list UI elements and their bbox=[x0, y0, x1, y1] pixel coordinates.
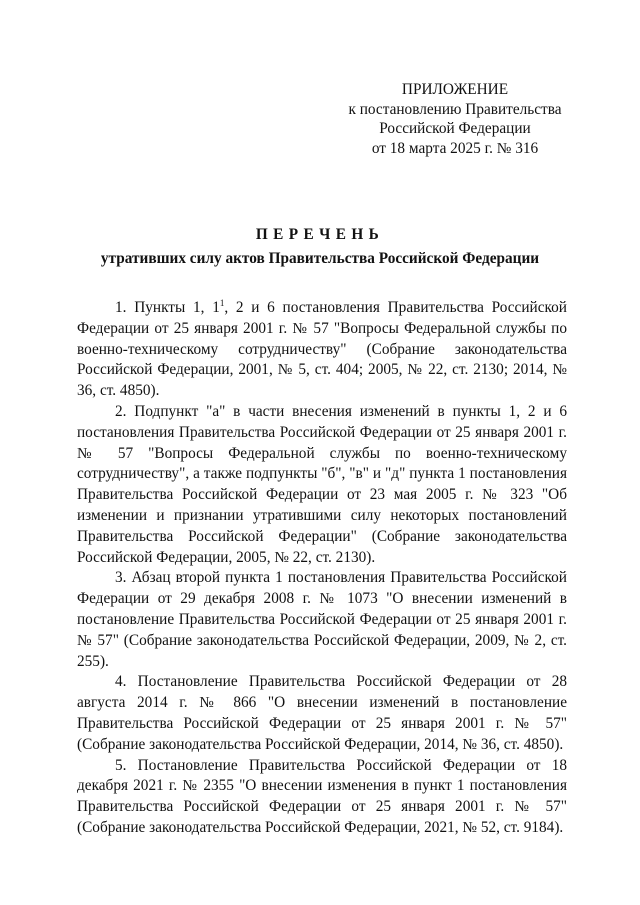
item-list bbox=[77, 298, 567, 839]
appendix-heading: ПРИЛОЖЕНИЕ bbox=[401, 81, 509, 98]
appendix-block bbox=[330, 80, 580, 158]
document-subtitle: утративших силу актов Правительства Российской Федерации bbox=[100, 250, 540, 267]
list-item: 5. Постановление Правительства Российской Федерации от 18 декабря 2021 г. № 2355 "О внесении изменения в пункт 1 постановления Правительства Российской Федерации от 25 января 2001 г. № 57" (Собрание законодательства Российской Федерации, 2021, № 52, ст. 9184). bbox=[77, 756, 567, 836]
appendix-line-3: от 18 марта 2025 г. № 316 bbox=[371, 139, 539, 157]
appendix-line-2: Российской Федерации bbox=[379, 120, 531, 137]
appendix-line-1: к постановлению Правительства bbox=[348, 100, 562, 118]
item-1-text-end: , 2 и 6 постановления Правительства Российской Федерации от 25 января 2001 г. № 57 "Вопросы Федеральной службы по военно-техническому сотрудничеству" (Собрание законодательства Российской Федерации, 2001, № 5, ст. 404; 2005, № 22, ст. 2130; 2014, № 36, ст. 4850). bbox=[77, 299, 567, 400]
item-1-text-start: 1. Пункты 1, 1 bbox=[115, 299, 220, 316]
list-item: 4. Постановление Правительства Российской Федерации от 28 августа 2014 г. № 866 "О внесении изменений в постановление Правительства Российской Федерации от 25 января 2001 г. № 57" (Собрание законодательства Российской Федерации, 2014, № 36, ст. 4850). bbox=[77, 673, 567, 753]
list-item bbox=[77, 298, 567, 402]
list-item: 3. Абзац второй пункта 1 постановления Правительства Российской Федерации от 29 декабря 2008 г. № 1073 "О внесении изменений в постановление Правительства Российской Федерации от 25 января 2001 г. № 57" (Собрание законодательства Российской Федерации, 2009, № 2, ст. 255). bbox=[77, 569, 567, 670]
list-item: 2. Подпункт "а" в части внесения изменений в пункты 1, 2 и 6 постановления Правительства Российской Федерации от 25 января 2001 г. № 57 "Вопросы Федеральной службы по военно-техническому сотрудничеству", а также подпункты "б", "в" и "д" пункта 1 постановления Правительства Российской Федерации от 23 мая 2005 г. № 323 "Об изменении и признании утратившими силу некоторых постановлений Правительства Российской Федерации" (Собрание законодательства Российской Федерации, 2005, № 22, ст. 2130). bbox=[77, 402, 567, 566]
document-title: ПЕРЕЧЕНЬ bbox=[255, 226, 385, 243]
item-1-superscript: 1 bbox=[219, 297, 225, 308]
